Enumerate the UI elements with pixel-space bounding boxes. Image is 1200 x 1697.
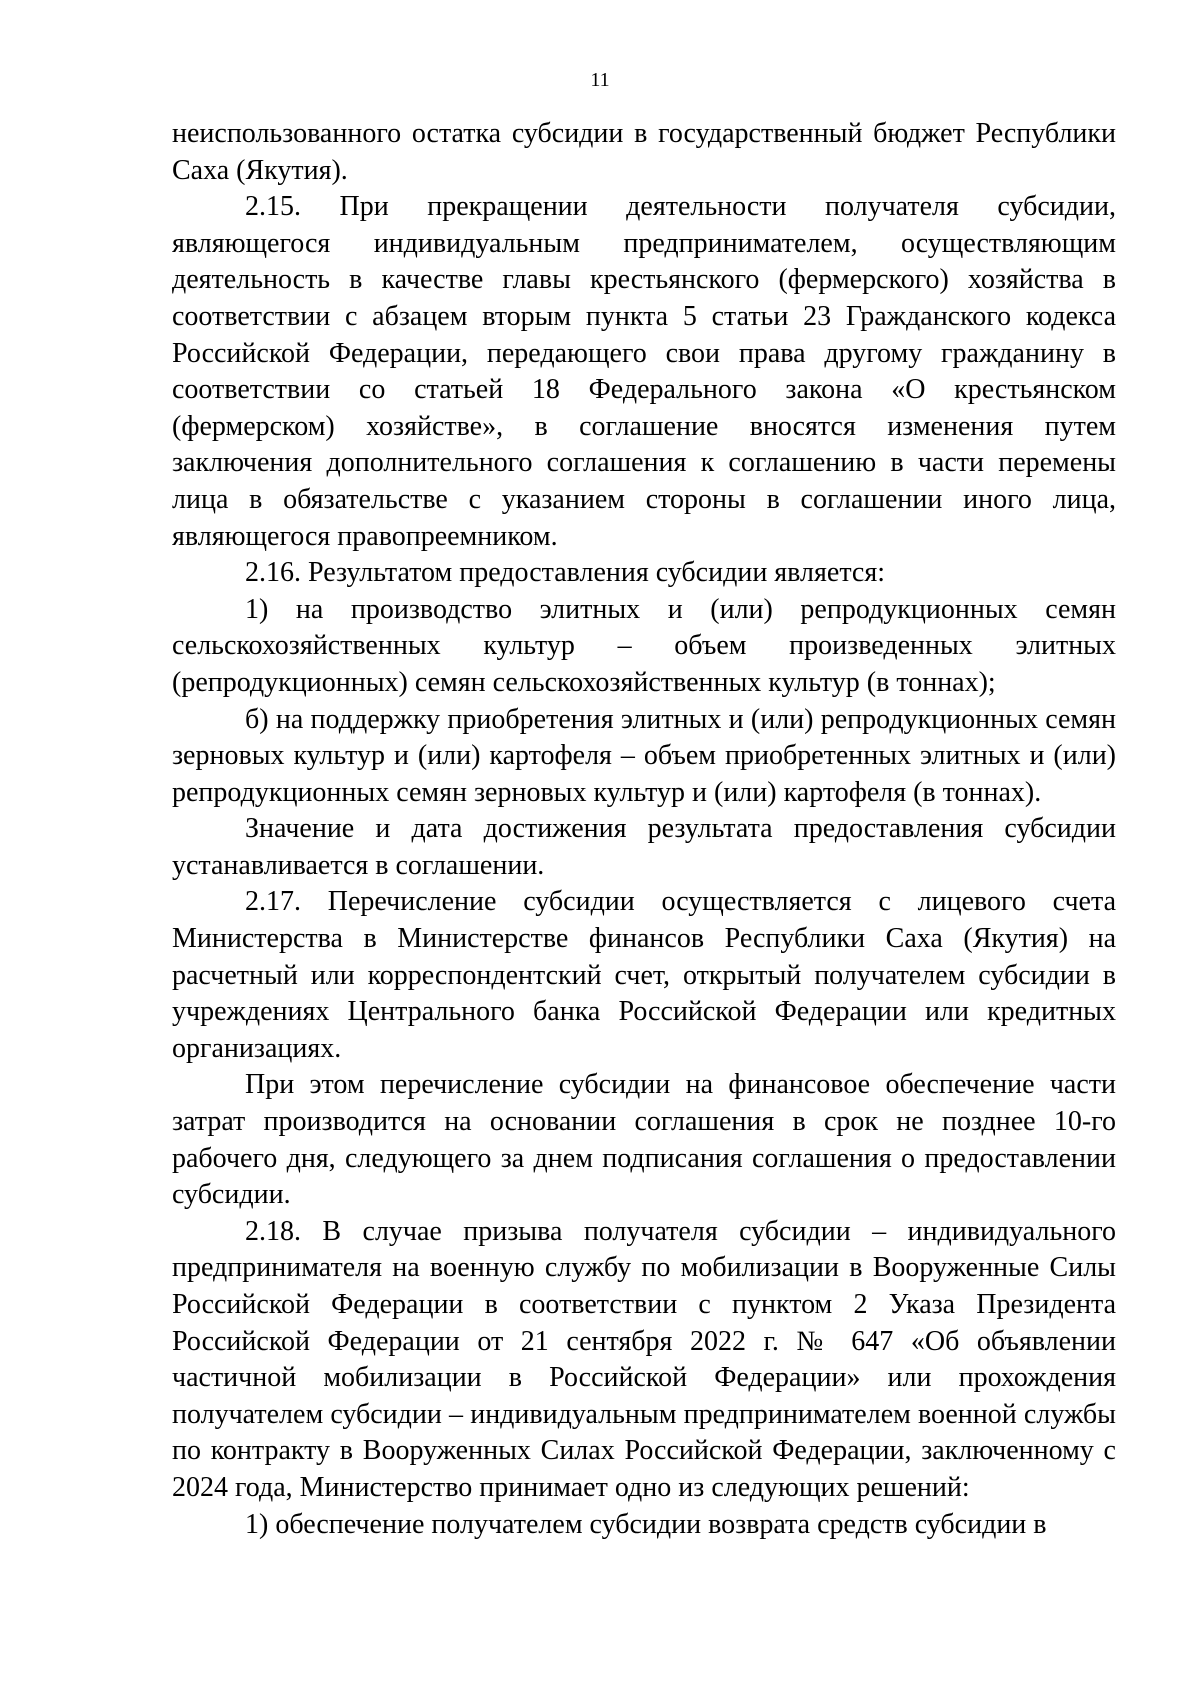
document-body [172,116,1116,1543]
paragraph-result-value: Значение и дата достижения результата предоставления субсидии устанавливается в соглашении. [172,813,1116,881]
paragraph-2-16-item-1: 1) на производство элитных и (или) репродукционных семян сельскохозяйственных культур – объем произведенных элитных (репродукционных) семян сельскохозяйственных культур (в тоннах); [172,593,1116,698]
paragraph-continuation: неиспользованного остатка субсидии в государственный бюджет Республики Саха (Якутия). [172,118,1116,186]
paragraph-2-16: 2.16. Результатом предоставления субсидии является: [245,557,885,589]
paragraph-2-17: 2.17. Перечисление субсидии осуществляется с лицевого счета Министерства в Министерстве финансов Республики Саха (Якутия) на расчетный или корреспондентский счет, открытый получателем субсидии в учреждениях Центрального банка Российской Федерации или кредитных организациях. [172,886,1116,1064]
paragraph-2-15: 2.15. При прекращении деятельности получателя субсидии, являющегося индивидуальным предпринимателем, осуществляющим деятельность в качестве главы крестьянского (фермерского) хозяйства в соответствии с абзацем вторым пункта 5 статьи 23 Гражданского кодекса Российской Федерации, передающего свои права другому гражданину в соответствии со статьей 18 Федерального закона «О крестьянском (фермерском) хозяйстве», в соглашение вносятся изменения путем заключения дополнительного соглашения к соглашению в части перемены лица в обязательстве с указанием стороны в соглашении иного лица, являющегося правопреемником. [172,191,1116,552]
paragraph-2-16-item-b: б) на поддержку приобретения элитных и (или) репродукционных семян зерновых культур и (или) картофеля – объем приобретенных элитных и (или) репродукционных семян зерновых культур и (или) картофеля (в тоннах). [172,703,1116,808]
paragraph-2-18-item-1: 1) обеспечение получателем субсидии возврата средств субсидии в [245,1508,1047,1540]
paragraph-2-17-transfer: При этом перечисление субсидии на финансовое обеспечение части затрат производится на основании соглашения в срок не позднее 10-го рабочего дня, следующего за днем подписания соглашения о предоставлении субсидии. [172,1069,1116,1211]
paragraph-2-18: 2.18. В случае призыва получателя субсидии – индивидуального предпринимателя на военную службу по мобилизации в Вооруженные Силы Российской Федерации в соответствии с пунктом 2 Указа Президента Российской Федерации от 21 сентября 2022 г. № 647 «Об объявлении частичной мобилизации в Российской Федерации» или прохождения получателем субсидии – индивидуальным предпринимателем военной службы по контракту в Вооруженных Силах Российской Федерации, заключенному с 2024 года, Министерство принимает одно из следующих решений: [172,1215,1116,1503]
page-number: 11 [590,69,610,91]
